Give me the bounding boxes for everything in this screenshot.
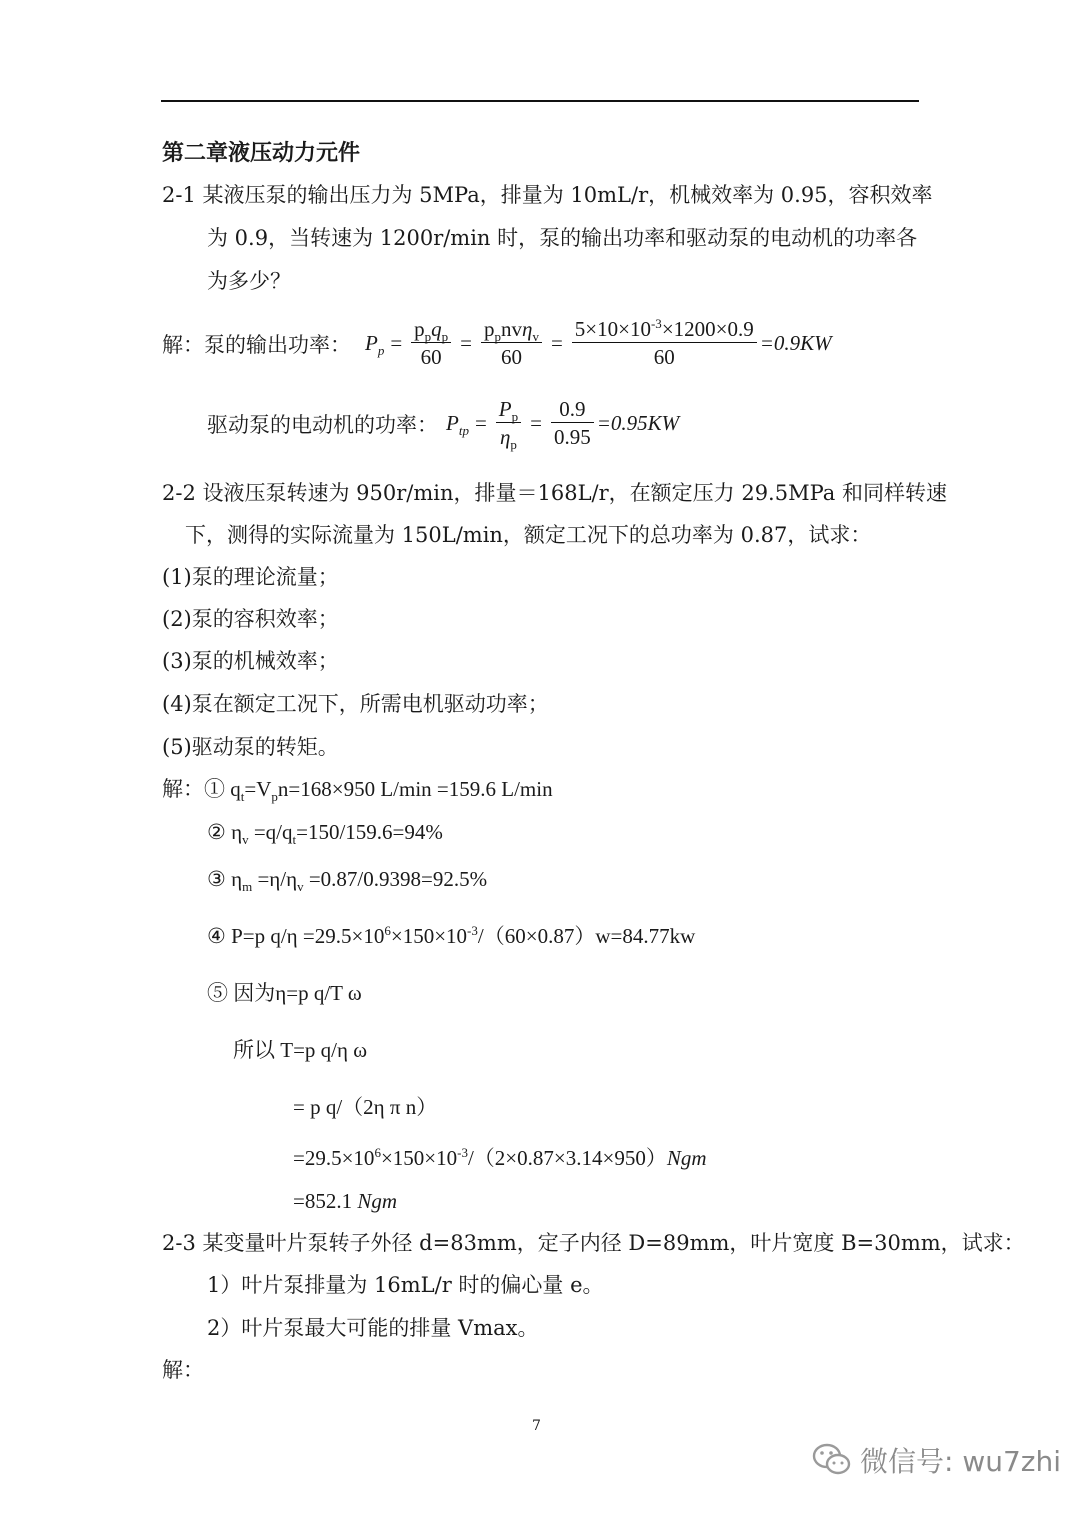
fraction-5: $\frac{0.9}{0.95}$ [551,396,594,451]
list-item: (4)泵在额定工况下，所需电机驱动功率； [162,692,549,716]
page-number: 7 [532,1418,541,1434]
problem-2-3-item1: 1）叶片泵排量为 16mL/r 时的偏心量 e。 [207,1273,604,1297]
solution-step-1: 解：① $q_t=V_pn=168\times 950$ L/min =159.6 L/min [162,777,553,805]
solution-label: 解：泵的输出功率： [162,332,351,357]
solution-step-8: $=29.5\times 10^6\times 150\times 10^{-3}/(2\times 0.87\times 3.14\times 950)Ngm$ [293,1145,707,1170]
problem-2-2-line2: 下，测得的实际流量为 150L/min，额定工况下的总功率为 0.87，试求： [185,523,872,547]
motor-power-label: 驱动泵的电动机的功率： [207,412,438,437]
fraction-1: $\frac{p_pq_p}{60}$ [411,316,451,371]
watermark-text: 微信号: wu7zhi [860,1445,1062,1478]
list-item: (3)泵的机械效率； [162,649,339,673]
problem-2-3-line1: 2-3 某变量叶片泵转子外径 d=83mm，定子内径 D=89mm，叶片宽度 B=30mm，试求： [162,1231,1025,1255]
solution-step-5: ⑤ 因为η=p q/T ω [207,981,362,1005]
motor-power-equation: 驱动泵的电动机的功率： $P_{tp}$ = $\frac{P_p}{\eta_p}$ = $\frac{0.9}{0.95}$ =0.95KW [207,397,680,453]
watermark [812,1440,1061,1480]
fraction-3: $\frac{5\times 10\times 10^{-3}\times 1200\times 0.9}{60}$ [572,316,757,371]
list-item: (2)泵的容积效率； [162,607,339,631]
solution-step-9: =852.1 Ngm [293,1189,398,1213]
problem-2-3-item2: 2）叶片泵最大可能的排量 Vmax。 [207,1316,539,1340]
motor-power-result: =0.95KW [596,411,680,435]
solution-step-2: ② $\eta_v =q/q_t=150/159.6=94\%$ [207,820,443,848]
problem-2-1-line2: 为 0.9，当转速为 1200r/min 时，泵的输出功率和驱动泵的电动机的功率各 [207,226,918,250]
solution-step-4: ④ P=p $q/\eta =29.5\times 10^6\times 150\times 10^{-3}/(60\times 0.87)w=84.77kw$ [207,923,696,948]
fraction-2: $\frac{p_pnv\eta_v}{60}$ [481,316,542,371]
fraction-4: $\frac{P_p}{\eta_p}$ [496,396,521,451]
solution-step-6: 所以 T=p q/η ω [233,1038,368,1062]
output-power-equation: 解：泵的输出功率： $P_p$ = $\frac{p_pq_p}{60}$ = $\frac{p_pnv\eta_v}{60}$ = $\frac{5\times 10\times 10^{-3}\times 1200\times 0.9}{60}$ =0.9KW [162,316,832,369]
wechat-icon [812,1442,852,1478]
header-rule [161,100,919,102]
problem-2-1-line1: 2-1 某液压泵的输出压力为 5MPa，排量为 10mL/r，机械效率为 0.95，容积效率 [162,183,933,207]
problem-2-2-line1: 2-2 设液压泵转速为 950r/min，排量＝168L/r，在额定压力 29.5MPa 和同样转速 [162,481,947,505]
symbol-p: $P_p$ [365,331,385,359]
problem-2-3-solution: 解： [162,1358,204,1382]
output-power-result: =0.9KW [759,331,832,355]
solution-step-7: = p q/（2η π n） [293,1095,438,1119]
list-item: (5)驱动泵的转矩。 [162,735,339,759]
list-item: (1)泵的理论流量； [162,565,339,589]
chapter-heading: 第二章液压动力元件 [162,140,361,166]
problem-2-1-line3: 为多少？ [207,269,291,293]
solution-step-3: ③ $\eta_m =\eta/\eta_v =0.87/0.9398=92.5\%$ [207,867,488,895]
